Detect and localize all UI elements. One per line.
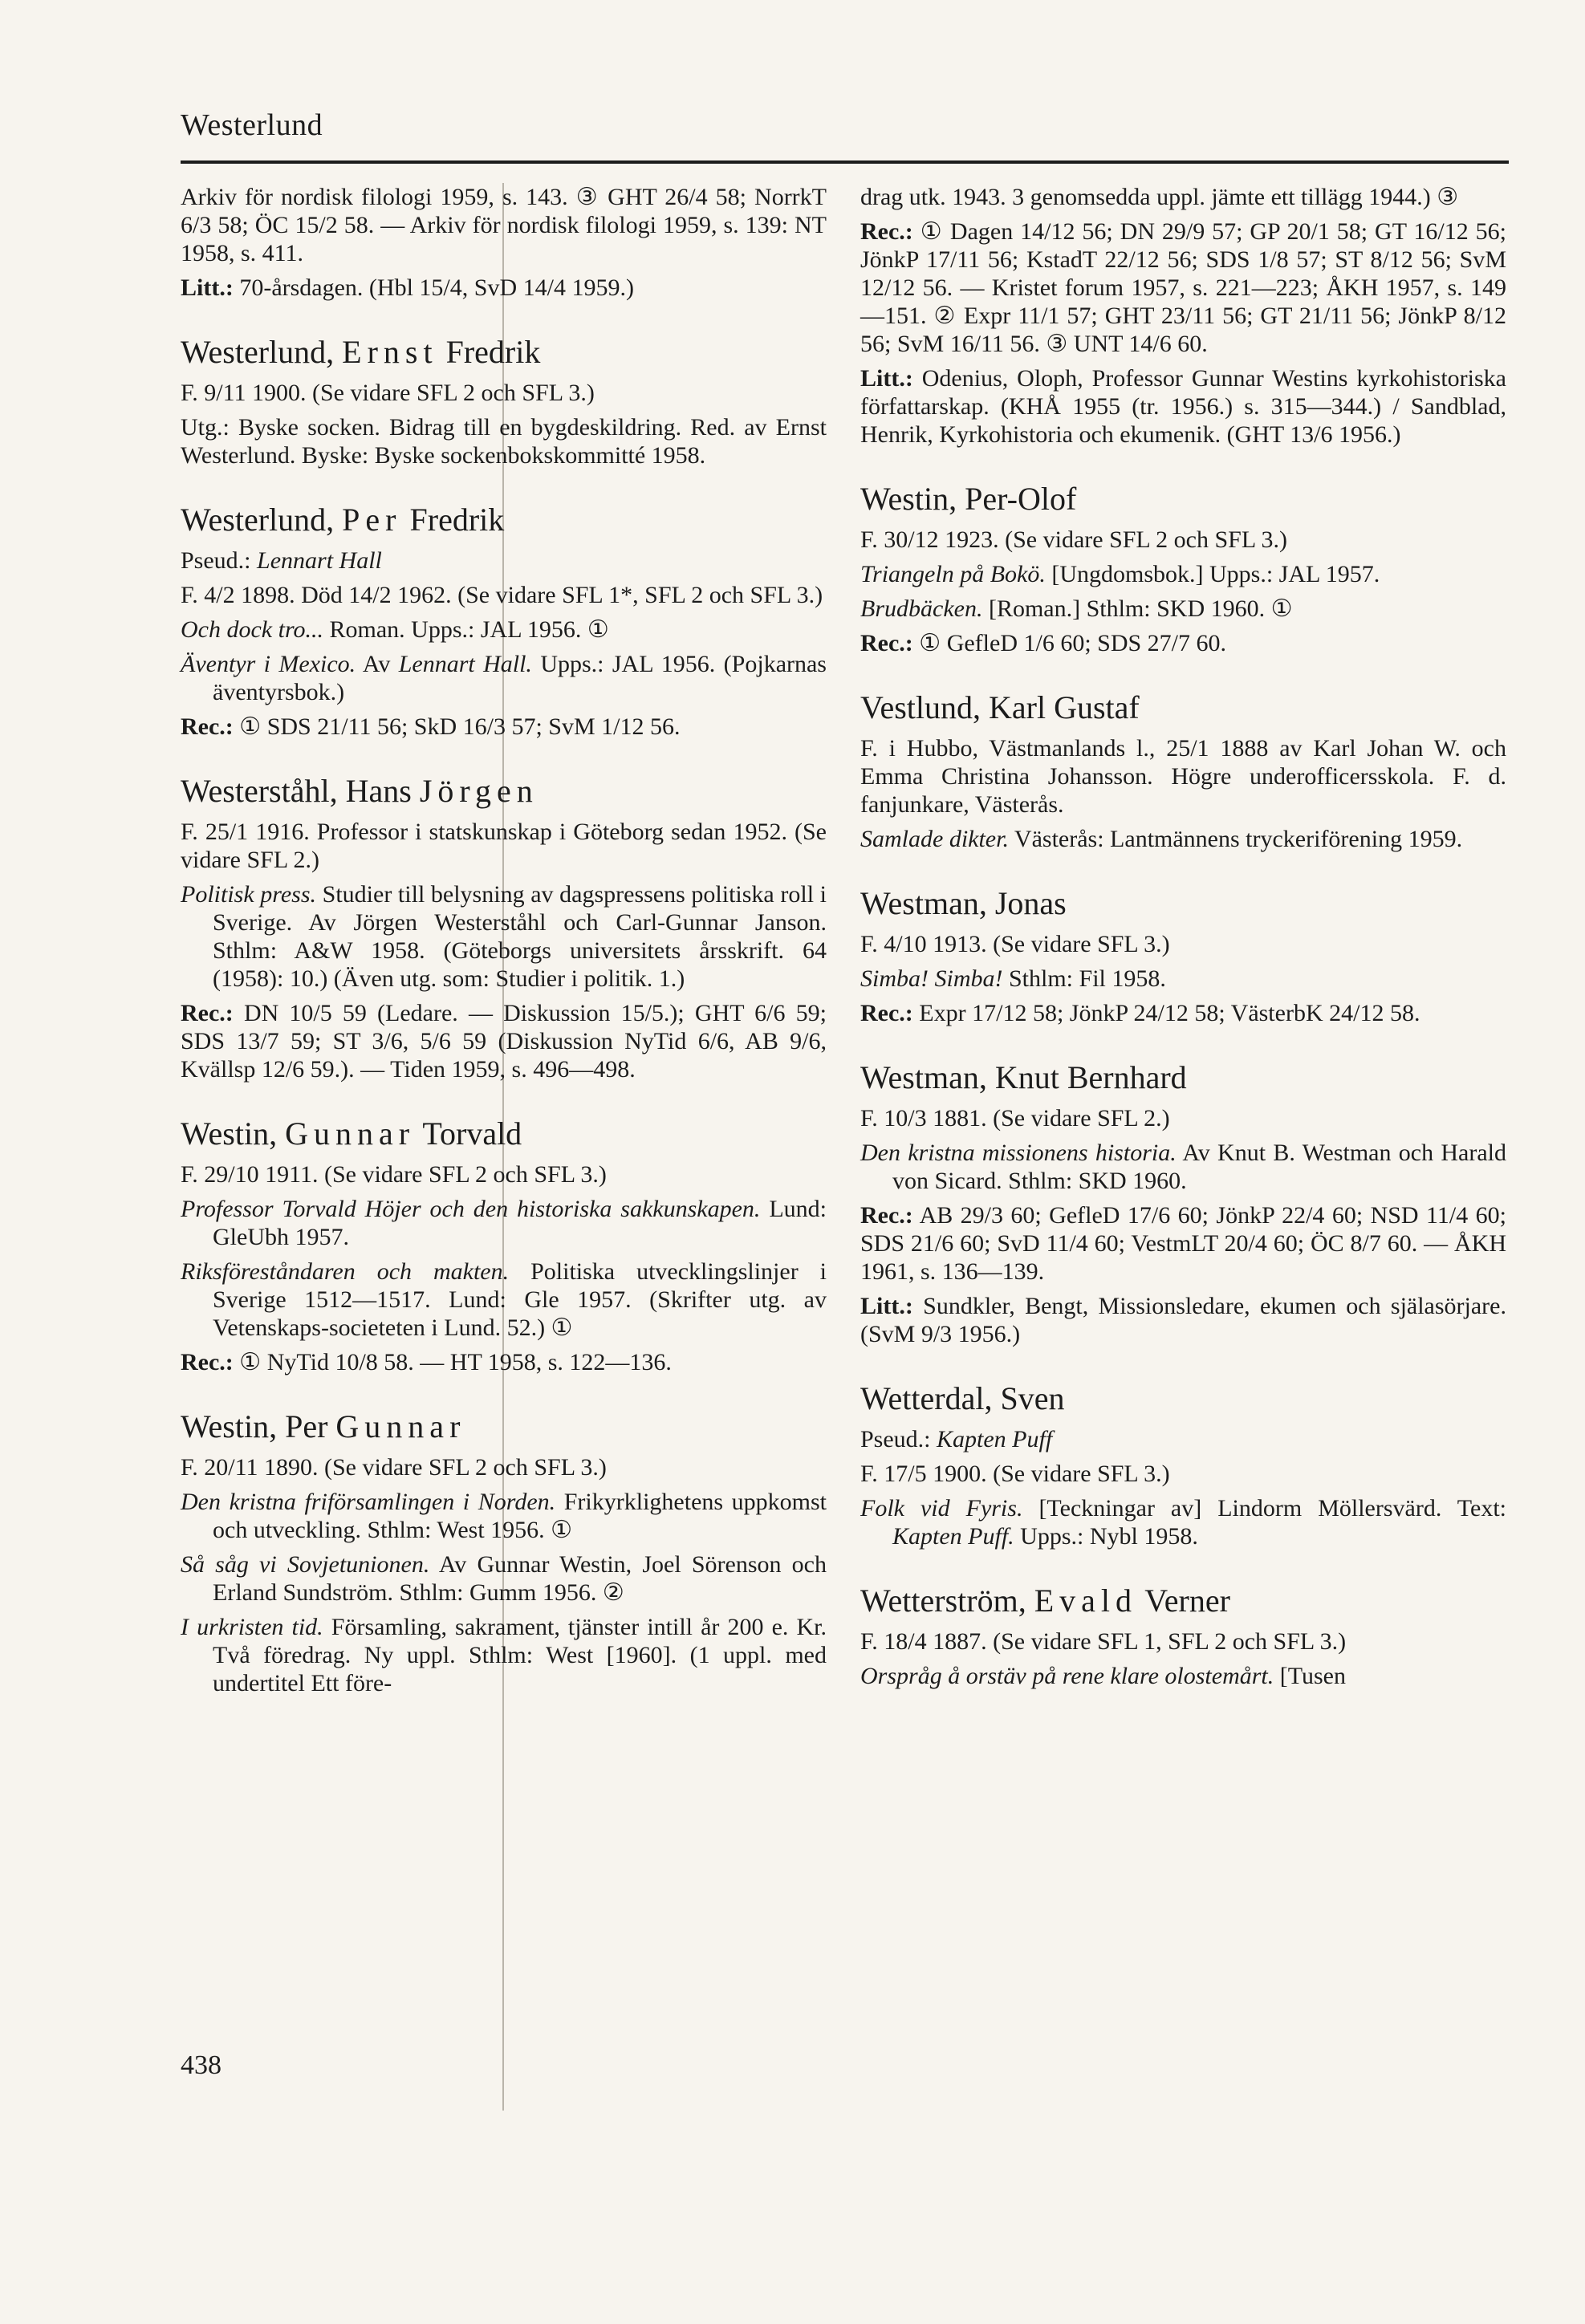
author-name-part: Westerlund, [181,334,343,370]
bibliography-entry [181,334,827,469]
text-segment: [Tusen [1274,1663,1347,1689]
work-citation [181,1195,827,1251]
author-name-part: Gunnar [285,1115,416,1152]
text-segment: Kapten Puff [937,1426,1053,1452]
text-segment: Odenius, Oloph, Professor Gunnar Westins kyrkohistoriska författarskap. (KHÅ 1955 (tr. 1956.) s. 315—344.) / Sandblad, Henrik, Kyrkohistoria och ekumenik. (GHT 13/6 1956.) [860,365,1506,448]
author-name-part: Per [342,502,402,538]
author-name-part: Westman, Jonas [860,885,1067,921]
text-segment: Rec.: [181,1000,234,1026]
entry-paragraph [860,734,1506,819]
author-name-part: Fredrik [401,502,505,538]
text-segment: Litt.: [860,365,913,392]
text-segment: Riksföreståndaren och makten. [181,1258,510,1285]
work-citation [860,560,1506,588]
bibliography-entry [181,502,827,741]
text-segment: Kapten Puff. [892,1523,1014,1550]
author-name [860,689,1506,726]
text-segment: Äventyr i Mexico. [181,651,356,677]
bibliography-entry [181,1408,827,1697]
author-name [860,1583,1506,1619]
author-name-part: Vestlund, Karl Gustaf [860,689,1140,725]
author-name [860,1380,1506,1417]
text-segment: I urkristen tid. [181,1614,323,1640]
text-segment: [Roman.] Sthlm: SKD 1960. ① [982,595,1293,622]
text-segment: Professor Torvald Höjer och den historiska sakkunskapen. [181,1196,761,1222]
text-segment: Pseud.: [860,1426,937,1452]
work-citation [181,880,827,993]
bibliography-entry [860,885,1506,1027]
text-segment: Upps.: Nybl 1958. [1014,1523,1198,1550]
text-segment: Sundkler, Bengt, Missionsledare, ekumen och själasörjare. (SvM 9/3 1956.) [860,1293,1506,1347]
text-segment: Så såg vi Sovjetunionen. [181,1551,430,1578]
text-segment: Av [356,651,399,677]
entry-paragraph [860,1104,1506,1132]
author-name [860,1059,1506,1096]
bibliography-entry [860,1059,1506,1348]
text-segment: Politiska utvecklingslinjer i Sverige 1512—1517. Lund: Gle 1957. (Skrifter utg. av Vetenskaps-societeten i Lund. 52.) ① [213,1258,827,1341]
author-name [181,1408,827,1445]
text-segment: 70-årsdagen. (Hbl 15/4, SvD 14/4 1959.) [233,274,634,301]
entry-paragraph [181,713,827,741]
entry-paragraph [181,183,827,267]
entry-paragraph [860,999,1506,1027]
text-segment: Rec.: [860,1202,913,1229]
author-name [181,1115,827,1152]
text-segment: Lund: GleUbh 1957. [213,1196,827,1250]
author-name-part: Torvald [415,1115,522,1152]
author-name-part: Westin, [181,1115,286,1152]
entry-paragraph [181,818,827,874]
work-citation [860,1662,1506,1690]
page-number: 438 [181,2050,221,2080]
text-segment: Brudbäcken. [860,595,983,622]
author-name [860,481,1506,518]
text-segment: AB 29/3 60; GefleD 17/6 60; JönkP 22/4 60; NSD 11/4 60; SDS 21/6 60; SvD 11/4 60; VestmLT 20/4 60; ÖC 8/7 60. — ÅKH 1961, s. 136—139. [860,1202,1506,1285]
text-segment: Rec.: [860,1000,913,1026]
entry-paragraph [181,274,827,302]
text-segment: Utg.: Byske socken. Bidrag till en bygdeskildring. Red. av Ernst Westerlund. Byske: Byske sockenbokskommitté 1958. [181,414,827,469]
text-segment: Västerås: Lantmännens tryckeriförening 1959. [1008,826,1463,852]
text-segment: Den kristna friförsamlingen i Norden. [181,1489,556,1515]
text-segment: Församling, sakrament, tjänster intill år 200 e. Kr. Två föredrag. Ny uppl. Sthlm: West [1960]. (1 uppl. med undertitel Ett före- [213,1614,827,1696]
entry-paragraph [181,1348,827,1376]
text-segment: F. 18/4 1887. (Se vidare SFL 1, SFL 2 och SFL 3.) [860,1628,1347,1655]
text-segment: Litt.: [860,1293,913,1319]
author-name [860,885,1506,922]
text-segment: F. 4/2 1898. Död 14/2 1962. (Se vidare SFL 1*, SFL 2 och SFL 3.) [181,582,823,608]
text-segment: Politisk press. [181,881,317,908]
bibliography-entry [860,1583,1506,1690]
text-segment: Studier till belysning av dagspressens politiska roll i Sverige. Av Jörgen Westerståhl och Carl-Gunnar Janson. Sthlm: A&W 1958. (Göteborgs universitets årsskrift. 64 (1958): 10.) (Även utg. som: Studier i politik. 1.) [213,881,827,992]
text-segment: Av Gunnar Westin, Joel Sörenson och Erland Sundström. Sthlm: Gumm 1956. ② [213,1551,827,1606]
text-segment: ① SDS 21/11 56; SkD 16/3 57; SvM 1/12 56. [233,713,681,740]
text-segment: Rec.: [860,630,913,656]
text-segment: drag utk. 1943. 3 genomsedda uppl. jämte ett tillägg 1944.) ③ [860,184,1459,210]
author-name-part: Ernst [342,334,438,370]
work-citation [181,1613,827,1697]
entry-paragraph [860,1201,1506,1286]
text-segment: Simba! Simba! [860,965,1003,992]
text-segment: ① Dagen 14/12 56; DN 29/9 57; GP 20/1 58; GT 16/12 56; JönkP 17/11 56; KstadT 22/12 56; SDS 1/8 57; ST 8/12 56; SvM 12/12 56. — Kristet forum 1957, s. 221—223; ÅKH 1957, s. 149—151. ② Expr 11/1 57; GHT 23/11 56; GT 21/11 56; JönkP 8/12 56; SvM 16/11 56. ③ UNT 14/6 60. [860,218,1506,357]
bibliography-entry [860,183,1506,449]
bibliography-entry [860,481,1506,657]
entry-paragraph [181,1453,827,1481]
work-citation [181,650,827,706]
text-segment: Upps.: JAL 1956. (Pojkarnas äventyrsbok.) [213,651,827,705]
text-segment: F. 20/11 1890. (Se vidare SFL 2 och SFL 3.) [181,1454,607,1481]
entry-paragraph [181,379,827,407]
author-name-part: Wetterdal, Sven [860,1380,1065,1416]
text-segment: [Ungdomsbok.] Upps.: JAL 1957. [1045,561,1380,587]
text-segment: Samlade dikter. [860,826,1009,852]
text-segment: F. 17/5 1900. (Se vidare SFL 3.) [860,1461,1170,1487]
work-citation [860,1494,1506,1550]
work-citation [860,825,1506,853]
author-name-part: Westman, Knut Bernhard [860,1059,1187,1095]
author-name [181,773,827,810]
text-segment: Av Knut B. Westman och Harald von Sicard. Sthlm: SKD 1960. [892,1140,1506,1194]
text-segment: Rec.: [181,1349,234,1375]
entry-paragraph [860,629,1506,657]
work-citation [181,1257,827,1342]
author-name-part: Jörgen [419,773,538,809]
text-segment: [Teckningar av] Lindorm Möllersvärd. Text: [1022,1495,1507,1522]
text-segment: Folk vid Fyris. [860,1495,1023,1522]
header-rule [181,160,1509,164]
entry-paragraph [860,1292,1506,1348]
entry-paragraph [860,364,1506,449]
entry-paragraph [860,217,1506,358]
text-segment: F. 4/10 1913. (Se vidare SFL 3.) [860,931,1170,957]
text-segment: Rec.: [860,218,913,245]
entry-paragraph [181,546,827,575]
author-name [181,502,827,538]
text-segment: Rec.: [181,713,234,740]
text-segment: Triangeln på Bokö. [860,561,1046,587]
text-segment: F. 25/1 1916. Professor i statskunskap i Göteborg sedan 1952. (Se vidare SFL 2.) [181,819,827,873]
work-citation [181,1550,827,1607]
text-segment: Orspråg å orstäv på rene klare olostemårt. [860,1663,1274,1689]
bibliography-entry [181,1115,827,1376]
entry-paragraph [181,413,827,469]
bibliography-entry [181,773,827,1083]
text-segment: Lennart Hall. [398,651,532,677]
text-segment: Frikyrklighetens uppkomst och utveckling. Sthlm: West 1956. ① [213,1489,827,1543]
work-citation [181,616,827,644]
author-name-part: Westin, Per [181,1408,336,1444]
text-segment: Den kristna missionens historia. [860,1140,1177,1166]
author-name-part: Westin, Per-Olof [860,481,1077,517]
text-segment: F. i Hubbo, Västmanlands l., 25/1 1888 av Karl Johan W. och Emma Christina Johansson. Högre underofficersskola. F. d. fanjunkare, Västerås. [860,735,1506,818]
work-citation [181,1488,827,1544]
entry-paragraph [181,1160,827,1188]
author-name-part: Wetterström, [860,1583,1034,1619]
entry-paragraph [181,581,827,609]
author-name-part: Evald [1034,1583,1138,1619]
running-header: Westerlund [181,108,323,142]
author-name-part: Westerlund, [181,502,343,538]
text-segment: ① NyTid 10/8 58. — HT 1958, s. 122—136. [233,1349,672,1375]
text-segment: Och dock tro... [181,616,324,643]
text-segment: F. 10/3 1881. (Se vidare SFL 2.) [860,1105,1170,1132]
entry-paragraph [860,183,1506,211]
text-segment: Lennart Hall [257,547,382,574]
author-name-part: Fredrik [437,334,541,370]
text-segment: Arkiv för nordisk filologi 1959, s. 143. ③ GHT 26/4 58; NorrkT 6/3 58; ÖC 15/2 58. — Arkiv för nordisk filologi 1959, s. 139: NT 1958, s. 411. [181,184,827,266]
text-segment: Sthlm: Fil 1958. [1002,965,1166,992]
entry-paragraph [860,1425,1506,1453]
author-name-part: Gunnar [335,1408,466,1444]
bibliography-entry [860,1380,1506,1550]
entry-paragraph [860,1627,1506,1656]
bibliography-entry [860,689,1506,853]
author-name-part: Westerståhl, Hans [181,773,420,809]
entry-paragraph [860,1460,1506,1488]
bibliography-entry [181,183,827,302]
text-segment: Litt.: [181,274,234,301]
left-column [181,183,827,1729]
text-segment: F. 29/10 1911. (Se vidare SFL 2 och SFL 3.) [181,1161,607,1188]
work-citation [860,1139,1506,1195]
text-segment: F. 9/11 1900. (Se vidare SFL 2 och SFL 3.) [181,380,595,406]
entry-paragraph [860,526,1506,554]
author-name-part: Verner [1137,1583,1230,1619]
author-name [181,334,827,371]
text-segment: Expr 17/12 58; JönkP 24/12 58; VästerbK 24/12 58. [912,1000,1420,1026]
entry-paragraph [181,999,827,1083]
text-segment: DN 10/5 59 (Ledare. — Diskussion 15/5.); GHT 6/6 59; SDS 13/7 59; ST 3/6, 5/6 59 (Diskussion NyTid 6/6, AB 9/6, Kvällsp 12/6 59.). — Tiden 1959, s. 496—498. [181,1000,827,1083]
right-column [860,183,1506,1722]
text-segment: Roman. Upps.: JAL 1956. ① [323,616,609,643]
work-citation [860,595,1506,623]
entry-paragraph [860,930,1506,958]
work-citation [860,965,1506,993]
text-segment: F. 30/12 1923. (Se vidare SFL 2 och SFL 3.) [860,526,1288,553]
text-segment: Pseud.: [181,547,258,574]
text-segment: ① GefleD 1/6 60; SDS 27/7 60. [912,630,1227,656]
